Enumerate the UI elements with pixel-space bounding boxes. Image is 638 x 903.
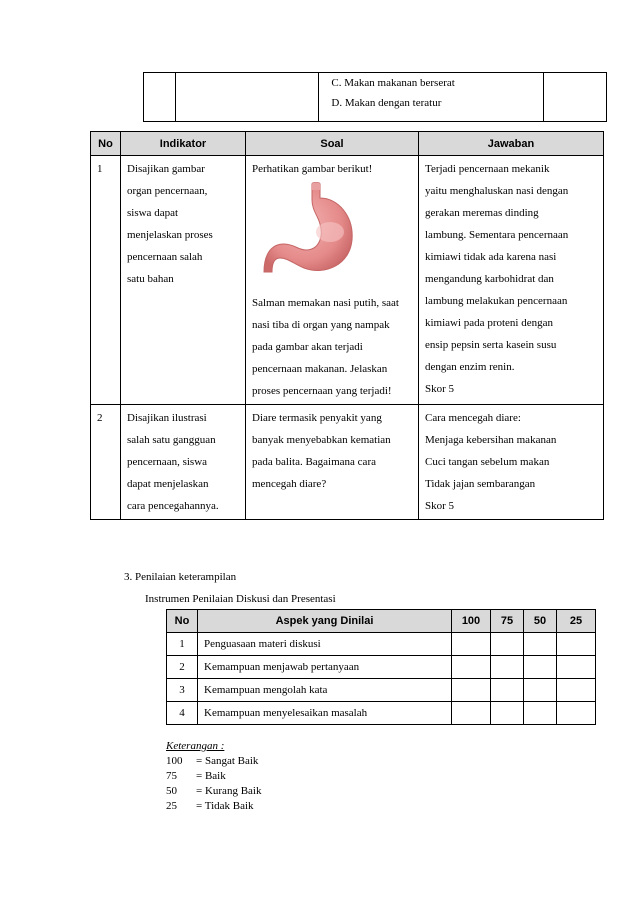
empty-cell (144, 73, 176, 122)
jawaban-line: Skor 5 (425, 500, 455, 512)
empty-cell (543, 73, 606, 122)
soal-cell (246, 156, 419, 405)
row-no: 4 (167, 702, 198, 725)
header-soal: Soal (246, 132, 419, 156)
legend-desc: = Kurang Baik (196, 785, 262, 797)
indikator-line: siswa dapat (127, 207, 179, 219)
score-cell[interactable] (491, 702, 524, 725)
legend-item (166, 799, 261, 814)
table-row (167, 679, 596, 702)
empty-cell (176, 73, 319, 122)
header-50: 50 (524, 610, 557, 633)
score-cell[interactable] (557, 656, 596, 679)
legend-title: Keterangan : (166, 740, 225, 752)
score-cell[interactable] (524, 679, 557, 702)
stomach-icon (260, 180, 360, 280)
aspek-cell: Kemampuan menyelesaikan masalah (198, 702, 452, 725)
table-row (91, 156, 604, 405)
row-no: 1 (167, 633, 198, 656)
jawaban-line: Menjaga kebersihan makanan (425, 434, 557, 446)
score-cell[interactable] (452, 702, 491, 725)
soal-intro: Perhatikan gambar berikut! (252, 163, 373, 175)
table-row (167, 656, 596, 679)
indikator-line: Disajikan gambar (127, 163, 205, 175)
jawaban-line: ensip pepsin serta kasein susu (425, 339, 557, 351)
soal-line: Salman memakan nasi putih, saat (252, 297, 399, 309)
soal-cell (246, 405, 419, 520)
options-cell (319, 73, 543, 122)
row-no: 2 (167, 656, 198, 679)
indikator-line: salah satu gangguan (127, 434, 216, 446)
legend-item (166, 769, 261, 784)
legend-item (166, 784, 261, 799)
header-25: 25 (557, 610, 596, 633)
legend (166, 739, 261, 814)
row-no: 2 (91, 405, 121, 520)
header-no: No (91, 132, 121, 156)
score-cell[interactable] (557, 702, 596, 725)
soal-line: Diare termasik penyakit yang (252, 412, 382, 424)
indikator-line: organ pencernaan, (127, 185, 208, 197)
header-no: No (167, 610, 198, 633)
top-fragment-table (143, 72, 607, 122)
jawaban-line: gerakan meremas dinding (425, 207, 539, 219)
indikator-line: cara pencegahannya. (127, 500, 219, 512)
score-cell[interactable] (452, 633, 491, 656)
score-cell[interactable] (524, 656, 557, 679)
indikator-cell (121, 405, 246, 520)
jawaban-line: kimiawi tidak ada karena nasi (425, 251, 557, 263)
score-cell[interactable] (557, 633, 596, 656)
jawaban-line: Terjadi pencernaan mekanik (425, 163, 550, 175)
legend-desc: = Tidak Baik (196, 800, 254, 812)
header-aspek: Aspek yang Dinilai (198, 610, 452, 633)
stomach-image (252, 180, 414, 292)
jawaban-line: mengandung karbohidrat dan (425, 273, 554, 285)
score-cell[interactable] (452, 679, 491, 702)
option-d: D. Makan dengan teratur (331, 97, 442, 109)
section-title: 3. Penilaian keterampilan (124, 571, 237, 583)
soal-line: pencernaan makanan. Jelaskan (252, 363, 388, 375)
soal-line: proses pencernaan yang terjadi! (252, 385, 392, 397)
score-cell[interactable] (524, 633, 557, 656)
option-c: C. Makan makanan berserat (331, 77, 455, 89)
jawaban-line: Cuci tangan sebelum makan (425, 456, 550, 468)
jawaban-cell (419, 405, 604, 520)
header-indikator: Indikator (121, 132, 246, 156)
score-cell[interactable] (491, 679, 524, 702)
legend-score: 100 (166, 755, 183, 767)
indikator-line: Disajikan ilustrasi (127, 412, 207, 424)
legend-score: 25 (166, 800, 177, 812)
aspek-cell: Kemampuan menjawab pertanyaan (198, 656, 452, 679)
indikator-line: pencernaan salah (127, 251, 203, 263)
score-cell[interactable] (557, 679, 596, 702)
soal-line: pada gambar akan terjadi (252, 341, 363, 353)
aspek-cell: Kemampuan mengolah kata (198, 679, 452, 702)
soal-line: nasi tiba di organ yang nampak (252, 319, 390, 331)
legend-desc: = Sangat Baik (196, 755, 259, 767)
legend-item (166, 754, 261, 769)
table-row (167, 702, 596, 725)
jawaban-line: yaitu menghaluskan nasi dengan (425, 185, 569, 197)
header-jawaban: Jawaban (419, 132, 604, 156)
row-no: 1 (91, 156, 121, 405)
table-row (91, 405, 604, 520)
aspek-cell: Penguasaan materi diskusi (198, 633, 452, 656)
jawaban-cell (419, 156, 604, 405)
jawaban-line: Tidak jajan sembarangan (425, 478, 536, 490)
score-cell[interactable] (524, 702, 557, 725)
jawaban-line: kimiawi pada proteni dengan (425, 317, 553, 329)
score-cell[interactable] (452, 656, 491, 679)
indikator-line: menjelaskan proses (127, 229, 213, 241)
soal-line: pada balita. Bagaimana cara (252, 456, 376, 468)
score-cell[interactable] (491, 633, 524, 656)
header-75: 75 (491, 610, 524, 633)
jawaban-line: Cara mencegah diare: (425, 412, 521, 424)
indikator-line: satu bahan (127, 273, 174, 285)
jawaban-line: lambung. Sementara pencernaan (425, 229, 569, 241)
indikator-line: pencernaan, siswa (127, 456, 208, 468)
legend-score: 75 (166, 770, 177, 782)
legend-score: 50 (166, 785, 177, 797)
soal-line: banyak menyebabkan kematian (252, 434, 391, 446)
skill-table (166, 609, 596, 725)
instrument-title: Instrumen Penilaian Diskusi dan Presentasi (145, 593, 336, 605)
jawaban-line: lambung melakukan pencernaan (425, 295, 568, 307)
header-100: 100 (452, 610, 491, 633)
soal-line: mencegah diare? (252, 478, 327, 490)
jawaban-line: dengan enzim renin. (425, 361, 515, 373)
indikator-cell (121, 156, 246, 405)
legend-desc: = Baik (196, 770, 226, 782)
table-row (167, 633, 596, 656)
score-cell[interactable] (491, 656, 524, 679)
question-table (90, 131, 604, 520)
row-no: 3 (167, 679, 198, 702)
indikator-line: dapat menjelaskan (127, 478, 209, 490)
jawaban-line: Skor 5 (425, 383, 455, 395)
